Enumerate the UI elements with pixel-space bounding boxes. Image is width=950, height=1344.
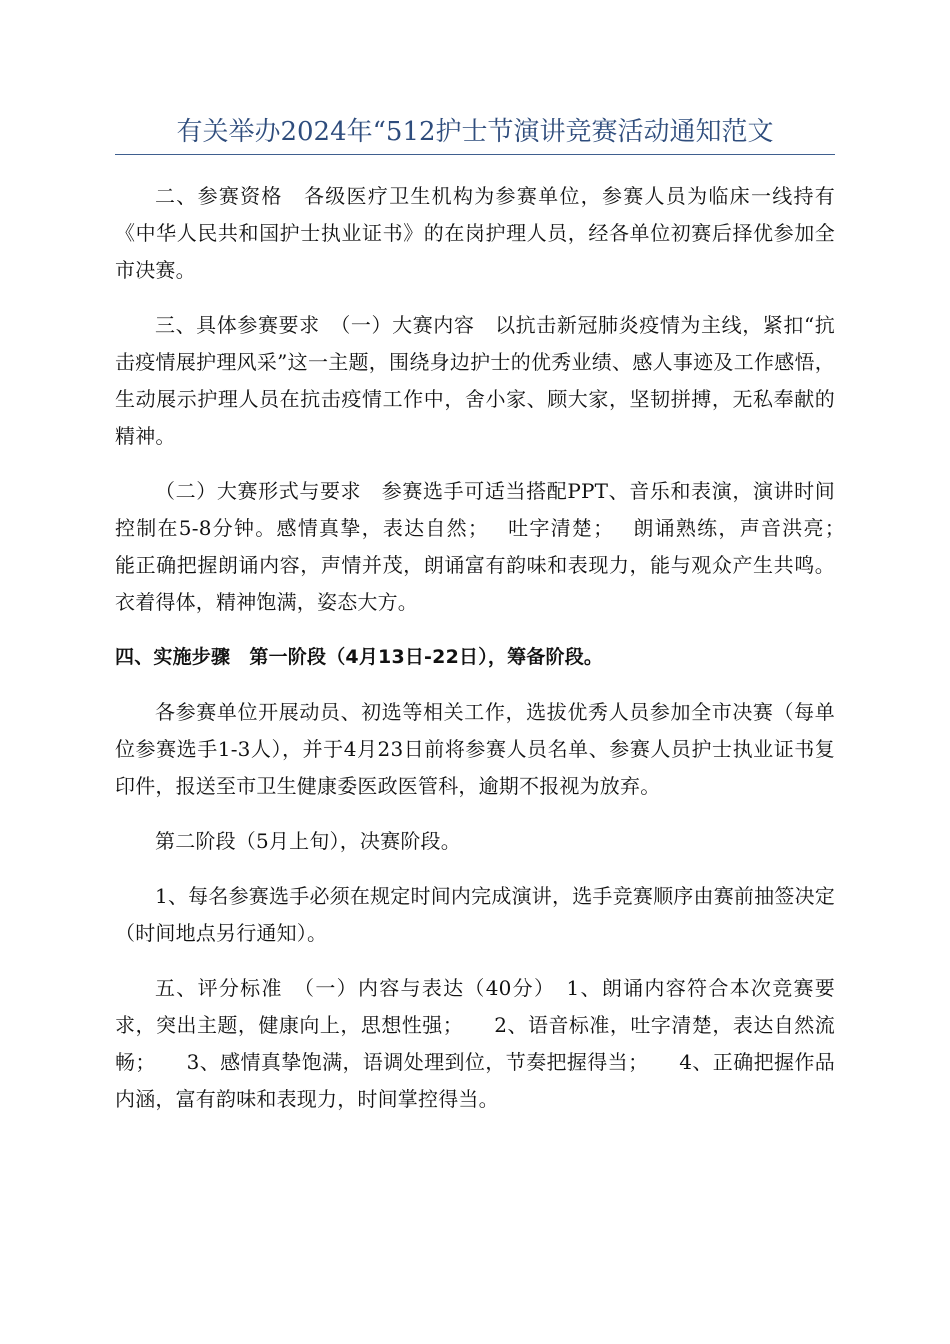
- paragraph-rule-one: 1、每名参赛选手必须在规定时间内完成演讲，选手竞赛顺序由赛前抽签决定（时间地点另行通知）。: [115, 884, 835, 945]
- paragraph-scoring: 五、评分标准 （一）内容与表达（40分） 1、朗诵内容符合本次竞赛要求，突出主题，健康向上，思想性强； 2、语音标准，吐字清楚，表达自然流畅； 3、感情真挚饱满，语调处理到位，节奏把握得当； 4、正确把握作品内涵，富有韵味和表现力，时间掌控得当。: [115, 976, 835, 1111]
- section-heading-implementation: 四、实施步骤 第一阶段（4月13日-22日），筹备阶段。: [115, 646, 604, 668]
- paragraph-phase-one: 各参赛单位开展动员、初选等相关工作，选拔优秀人员参加全市决赛（每单位参赛选手1-3人），并于4月23日前将参赛人员名单、参赛人员护士执业证书复印件，报送至市卫生健康委医政医管科，逾期不报视为放弃。: [115, 700, 835, 798]
- document-title: 有关举办2024年“512护士节演讲竞赛活动通知范文: [176, 117, 774, 147]
- document-body: [115, 178, 862, 1136]
- paragraph-requirements-content: 三、具体参赛要求 （一）大赛内容 以抗击新冠肺炎疫情为主线，紧扣“抗击疫情展护理风采”这一主题，围绕身边护士的优秀业绩、感人事迹及工作感悟，生动展示护理人员在抗击疫情工作中，舍小家、顾大家，坚韧拼搏，无私奉献的精神。: [115, 313, 835, 448]
- title-underline: [115, 154, 835, 155]
- paragraph-phase-two: 第二阶段（5月上旬），决赛阶段。: [155, 829, 461, 853]
- paragraph-requirements-format: （二）大赛形式与要求 参赛选手可适当搭配PPT、音乐和表演，演讲时间控制在5-8分钟。感情真挚，表达自然； 吐字清楚； 朗诵熟练，声音洪亮； 能正确把握朗诵内容，声情并茂，朗诵富有韵味和表现力，能与观众产生共鸣。衣着得体，精神饱满，姿态大方。: [115, 479, 862, 614]
- paragraph-eligibility: 二、参赛资格 各级医疗卫生机构为参赛单位，参赛人员为临床一线持有《中华人民共和国护士执业证书》的在岗护理人员，经各单位初赛后择优参加全市决赛。: [115, 184, 835, 282]
